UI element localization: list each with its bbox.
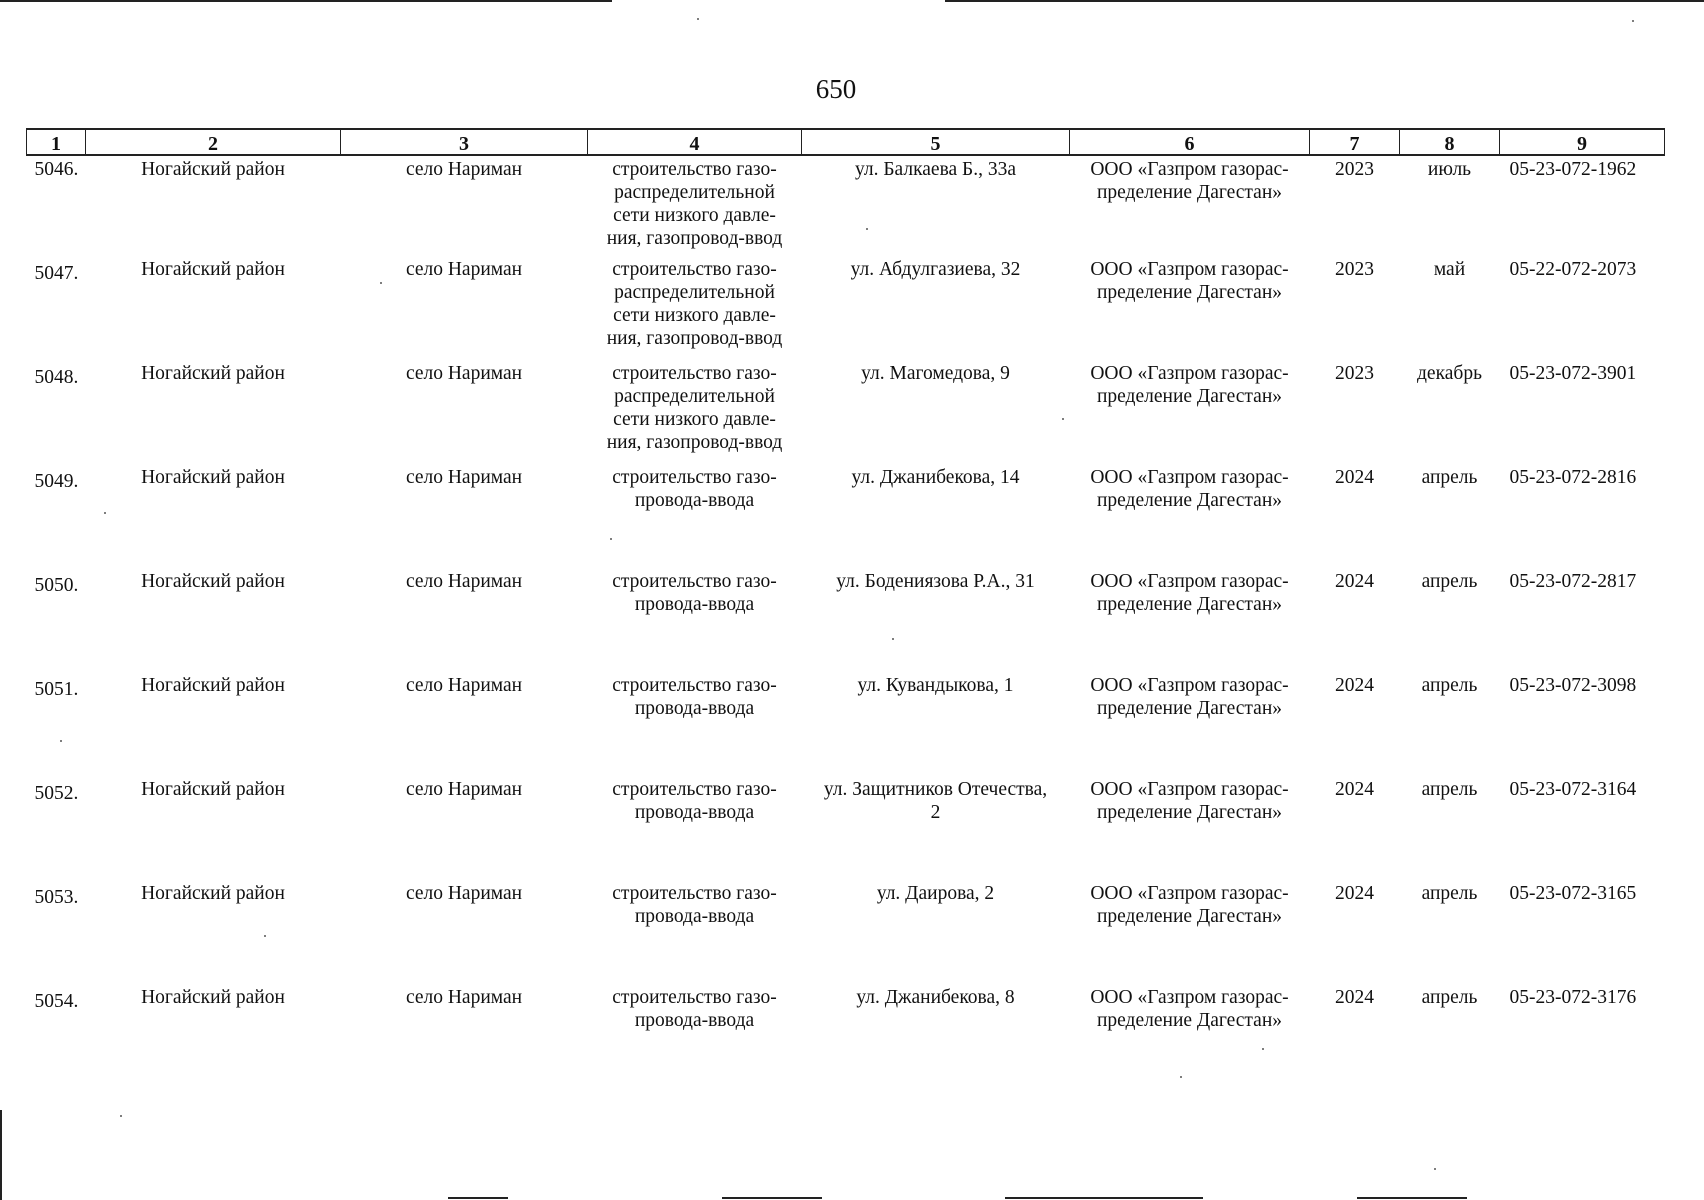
settlement-cell: село Нариман (405, 987, 523, 1008)
work-description-cell: строительство газо- провода-ввода (612, 467, 777, 511)
column-header-1: 1 (27, 129, 86, 155)
row-number: 5053. (34, 887, 79, 908)
column-header-9: 9 (1500, 129, 1665, 155)
organization-cell: ООО «Газпром газорас- пределение Дагестан» (1090, 571, 1289, 615)
document-table-wrap (26, 128, 1664, 1084)
year-cell: 2024 (1335, 675, 1374, 696)
year-cell: 2024 (1335, 467, 1374, 488)
district-cell: Ногайский район (141, 259, 285, 280)
address-cell: ул. Кувандыкова, 1 (857, 675, 1014, 696)
settlement-cell: село Нариман (405, 159, 523, 180)
scan-edge-bottom-2 (722, 1197, 822, 1199)
table-row (27, 155, 1665, 252)
column-header-2: 2 (86, 129, 341, 155)
district-cell: Ногайский район (141, 363, 285, 384)
address-cell: ул. Защитников Отечества, 2 (823, 779, 1048, 823)
district-cell: Ногайский район (141, 779, 285, 800)
month-cell: май (1433, 259, 1466, 280)
month-cell: апрель (1421, 987, 1478, 1008)
table-row (27, 356, 1665, 460)
row-number: 5047. (34, 263, 79, 284)
year-cell: 2023 (1335, 259, 1374, 280)
year-cell: 2024 (1335, 779, 1374, 800)
code-cell: 05-23-072-2817 (1509, 571, 1637, 592)
row-number: 5052. (34, 783, 79, 804)
organization-cell: ООО «Газпром газорас- пределение Дагестан» (1090, 259, 1289, 303)
organization-cell: ООО «Газпром газорас- пределение Дагестан» (1090, 467, 1289, 511)
work-description-cell: строительство газо- провода-ввода (612, 987, 777, 1031)
year-cell: 2023 (1335, 159, 1374, 180)
scan-edge-left (0, 1110, 2, 1200)
scan-edge-top-left (0, 0, 612, 2)
column-header-3: 3 (341, 129, 588, 155)
column-header-6: 6 (1070, 129, 1310, 155)
address-cell: ул. Балкаева Б., 33а (854, 159, 1017, 180)
work-description-cell: строительство газо- распределительной сети низкого давле- ния, газопровод-ввод (606, 159, 783, 249)
scan-edge-top-mid (945, 0, 1325, 2)
settlement-cell: село Нариман (405, 779, 523, 800)
organization-cell: ООО «Газпром газорас- пределение Дагестан» (1090, 363, 1289, 407)
settlement-cell: село Нариман (405, 363, 523, 384)
address-cell: ул. Бодениязова Р.А., 31 (836, 571, 1035, 592)
address-cell: ул. Абдулгазиева, 32 (850, 259, 1021, 280)
table-row (27, 460, 1665, 564)
work-description-cell: строительство газо- провода-ввода (612, 675, 777, 719)
district-cell: Ногайский район (141, 883, 285, 904)
district-cell: Ногайский район (141, 987, 285, 1008)
year-cell: 2023 (1335, 363, 1374, 384)
work-description-cell: строительство газо- распределительной сети низкого давле- ния, газопровод-ввод (606, 259, 783, 349)
code-cell: 05-22-072-2073 (1509, 259, 1637, 280)
organization-cell: ООО «Газпром газорас- пределение Дагестан» (1090, 883, 1289, 927)
district-cell: Ногайский район (141, 675, 285, 696)
scan-edge-bottom-4 (1357, 1197, 1467, 1199)
code-cell: 05-23-072-3165 (1509, 883, 1637, 904)
month-cell: апрель (1421, 571, 1478, 592)
row-number: 5051. (34, 679, 79, 700)
scan-edge-bottom-3 (1005, 1197, 1203, 1199)
table-row (27, 980, 1665, 1084)
organization-cell: ООО «Газпром газорас- пределение Дагестан» (1090, 675, 1289, 719)
column-header-4: 4 (588, 129, 802, 155)
table-row (27, 772, 1665, 876)
table-row (27, 668, 1665, 772)
code-cell: 05-23-072-3164 (1509, 779, 1637, 800)
month-cell: апрель (1421, 675, 1478, 696)
month-cell: апрель (1421, 883, 1478, 904)
settlement-cell: село Нариман (405, 883, 523, 904)
work-description-cell: строительство газо- провода-ввода (612, 779, 777, 823)
address-cell: ул. Джанибекова, 8 (856, 987, 1015, 1008)
work-description-cell: строительство газо- провода-ввода (612, 883, 777, 927)
scan-edge-top-right (1305, 0, 1704, 2)
code-cell: 05-23-072-3098 (1509, 675, 1637, 696)
settlement-cell: село Нариман (405, 259, 523, 280)
month-cell: июль (1427, 159, 1472, 180)
year-cell: 2024 (1335, 571, 1374, 592)
row-number: 5050. (34, 575, 79, 596)
document-table (26, 128, 1665, 1084)
work-description-cell: строительство газо- распределительной сети низкого давле- ния, газопровод-ввод (606, 363, 783, 453)
code-cell: 05-23-072-2816 (1509, 467, 1637, 488)
month-cell: апрель (1421, 467, 1478, 488)
address-cell: ул. Даирова, 2 (876, 883, 995, 904)
scan-speck (120, 1115, 122, 1117)
year-cell: 2024 (1335, 987, 1374, 1008)
district-cell: Ногайский район (141, 467, 285, 488)
table-row (27, 564, 1665, 668)
column-header-7: 7 (1310, 129, 1400, 155)
settlement-cell: село Нариман (405, 571, 523, 592)
column-header-8: 8 (1400, 129, 1500, 155)
scan-speck (1434, 1168, 1436, 1170)
scan-speck (1632, 20, 1634, 22)
month-cell: декабрь (1417, 363, 1482, 384)
table-row (27, 876, 1665, 980)
table-row (27, 252, 1665, 356)
page-number: 650 (815, 74, 857, 104)
organization-cell: ООО «Газпром газорас- пределение Дагестан» (1090, 779, 1289, 823)
scan-speck (697, 18, 699, 20)
address-cell: ул. Джанибекова, 14 (851, 467, 1020, 488)
settlement-cell: село Нариман (405, 467, 523, 488)
code-cell: 05-23-072-1962 (1509, 159, 1637, 180)
organization-cell: ООО «Газпром газорас- пределение Дагестан» (1090, 159, 1289, 203)
address-cell: ул. Магомедова, 9 (861, 363, 1010, 384)
code-cell: 05-23-072-3176 (1509, 987, 1637, 1008)
code-cell: 05-23-072-3901 (1509, 363, 1637, 384)
district-cell: Ногайский район (141, 571, 285, 592)
year-cell: 2024 (1335, 883, 1374, 904)
row-number: 5054. (34, 991, 79, 1012)
settlement-cell: село Нариман (405, 675, 523, 696)
row-number: 5049. (34, 471, 79, 492)
work-description-cell: строительство газо- провода-ввода (612, 571, 777, 615)
row-number: 5048. (34, 367, 79, 388)
month-cell: апрель (1421, 779, 1478, 800)
scan-edge-bottom-1 (448, 1197, 508, 1199)
header-row (27, 129, 1665, 155)
column-header-5: 5 (802, 129, 1070, 155)
organization-cell: ООО «Газпром газорас- пределение Дагестан» (1090, 987, 1289, 1031)
row-number: 5046. (34, 159, 79, 180)
district-cell: Ногайский район (141, 159, 285, 180)
